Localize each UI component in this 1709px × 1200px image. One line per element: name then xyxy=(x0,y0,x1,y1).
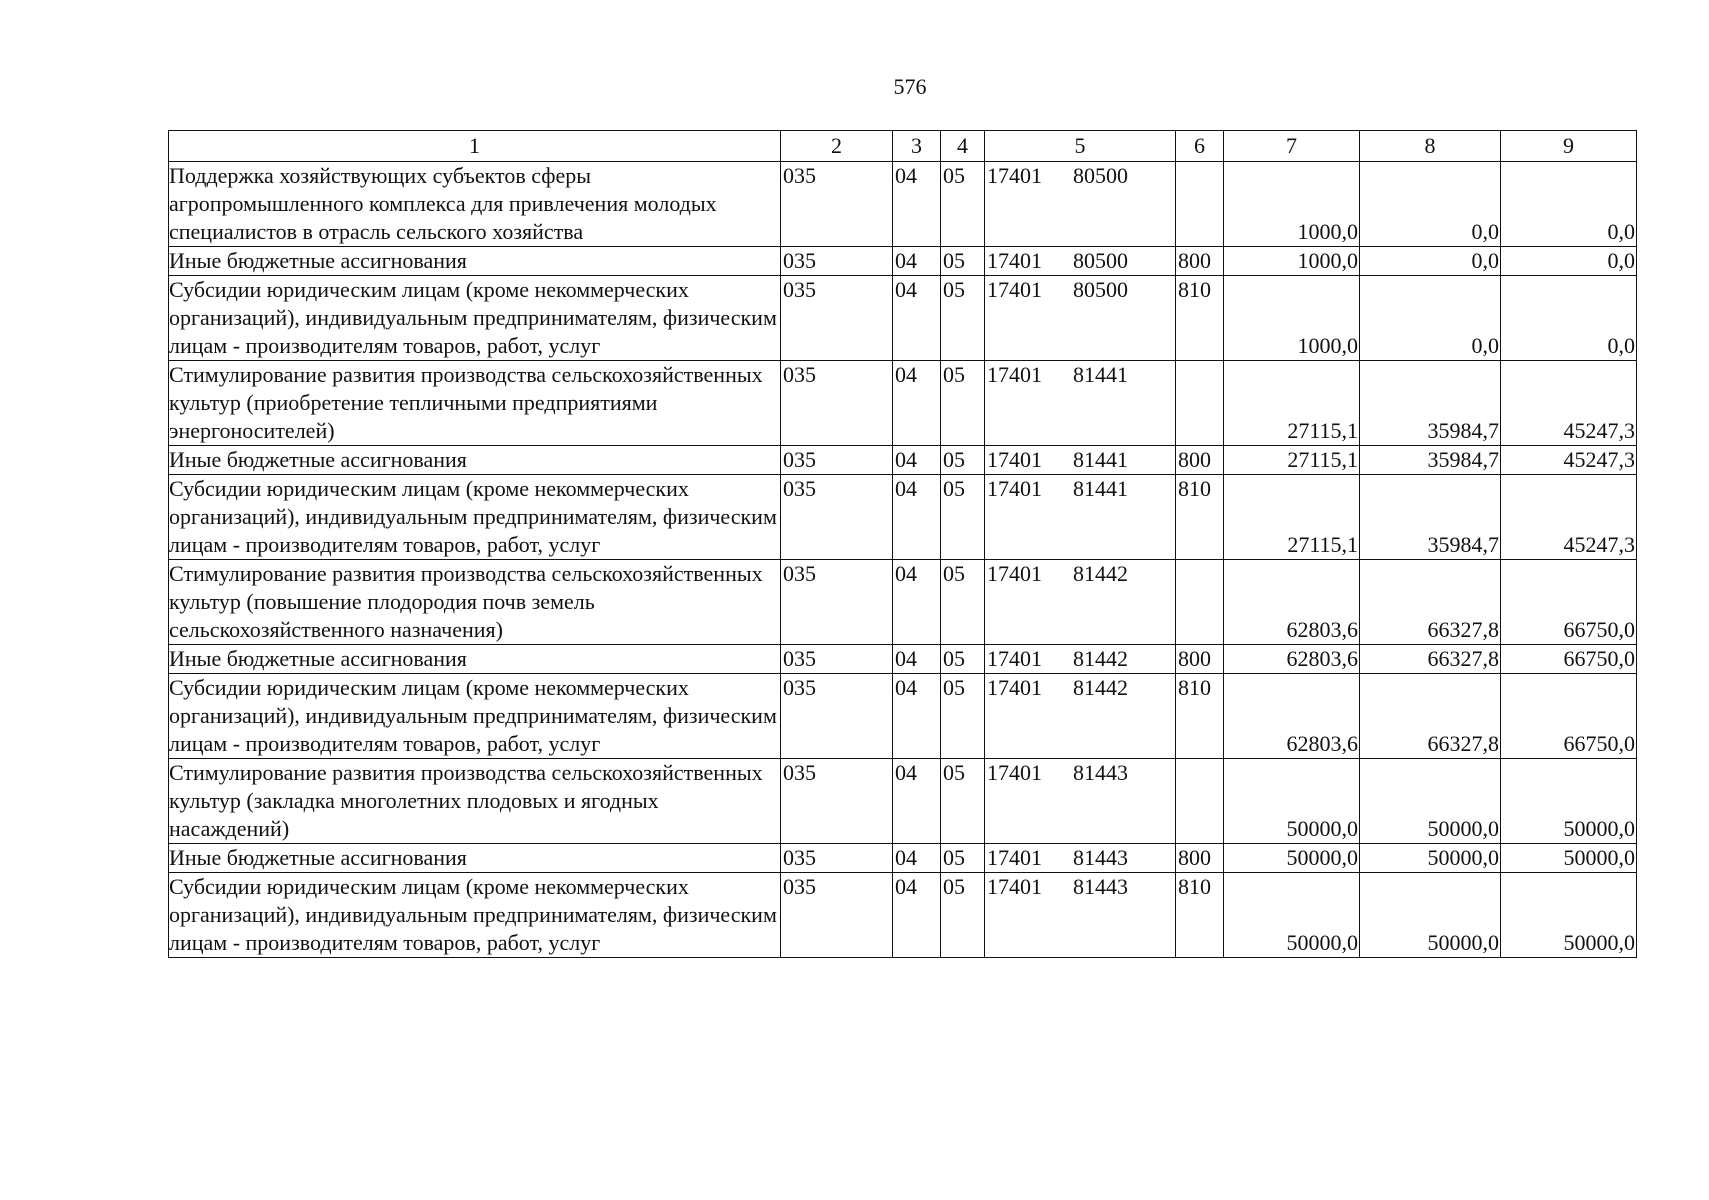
code-section: 04 xyxy=(893,759,941,844)
amount-year3: 0,0 xyxy=(1501,162,1637,247)
code-expense-type: 800 xyxy=(1176,247,1224,276)
code-expense-type xyxy=(1176,361,1224,446)
code-target-article xyxy=(985,162,1176,247)
code-target-article xyxy=(985,475,1176,560)
target-article-part1: 17401 xyxy=(987,476,1042,501)
amount-year3: 0,0 xyxy=(1501,276,1637,361)
target-article-part2: 81443 xyxy=(1073,845,1128,870)
code-section: 04 xyxy=(893,674,941,759)
row-name: Субсидии юридическим лицам (кроме некоммерческих организаций), индивидуальным предпринимателям, физическим лицам - производителям товаров, работ, услуг xyxy=(169,276,781,361)
code-expense-type: 810 xyxy=(1176,276,1224,361)
table-row xyxy=(169,645,1637,674)
code-expense-type: 800 xyxy=(1176,844,1224,873)
amount-year3: 0,0 xyxy=(1501,247,1637,276)
code-subsection: 05 xyxy=(941,475,985,560)
table-row xyxy=(169,560,1637,645)
amount-year1: 27115,1 xyxy=(1224,475,1360,560)
table-row xyxy=(169,844,1637,873)
amount-year2: 50000,0 xyxy=(1360,844,1501,873)
code-subsection: 05 xyxy=(941,361,985,446)
amount-year3: 45247,3 xyxy=(1501,361,1637,446)
target-article-part1: 17401 xyxy=(987,675,1042,700)
code-target-article xyxy=(985,844,1176,873)
amount-year1: 1000,0 xyxy=(1224,247,1360,276)
amount-year2: 50000,0 xyxy=(1360,873,1501,958)
target-article-part1: 17401 xyxy=(987,163,1042,188)
code-subsection: 05 xyxy=(941,759,985,844)
amount-year3: 66750,0 xyxy=(1501,674,1637,759)
code-ministry: 035 xyxy=(781,560,893,645)
amount-year2: 0,0 xyxy=(1360,162,1501,247)
column-header: 7 xyxy=(1224,131,1360,162)
column-header: 8 xyxy=(1360,131,1501,162)
code-subsection: 05 xyxy=(941,645,985,674)
code-ministry: 035 xyxy=(781,674,893,759)
amount-year2: 66327,8 xyxy=(1360,674,1501,759)
amount-year1: 62803,6 xyxy=(1224,674,1360,759)
target-article-part2: 81442 xyxy=(1073,675,1128,700)
table-row xyxy=(169,361,1637,446)
column-header: 5 xyxy=(985,131,1176,162)
target-article-part1: 17401 xyxy=(987,646,1042,671)
target-article-part1: 17401 xyxy=(987,362,1042,387)
table-row xyxy=(169,162,1637,247)
code-section: 04 xyxy=(893,475,941,560)
table-row xyxy=(169,674,1637,759)
code-ministry: 035 xyxy=(781,873,893,958)
target-article-part2: 80500 xyxy=(1073,277,1128,302)
target-article-part1: 17401 xyxy=(987,248,1042,273)
code-ministry: 035 xyxy=(781,276,893,361)
code-subsection: 05 xyxy=(941,446,985,475)
code-ministry: 035 xyxy=(781,844,893,873)
column-header: 2 xyxy=(781,131,893,162)
code-ministry: 035 xyxy=(781,247,893,276)
row-name: Поддержка хозяйствующих субъектов сферы агропромышленного комплекса для привлечения молодых специалистов в отрасль сельского хозяйства xyxy=(169,162,781,247)
code-target-article xyxy=(985,674,1176,759)
column-header: 6 xyxy=(1176,131,1224,162)
code-target-article xyxy=(985,361,1176,446)
amount-year3: 45247,3 xyxy=(1501,475,1637,560)
amount-year2: 66327,8 xyxy=(1360,560,1501,645)
code-expense-type: 800 xyxy=(1176,446,1224,475)
target-article-part2: 80500 xyxy=(1073,163,1128,188)
row-name: Субсидии юридическим лицам (кроме некоммерческих организаций), индивидуальным предпринимателям, физическим лицам - производителям товаров, работ, услуг xyxy=(169,475,781,560)
amount-year3: 50000,0 xyxy=(1501,759,1637,844)
target-article-part2: 81441 xyxy=(1073,476,1128,501)
code-target-article xyxy=(985,759,1176,844)
row-name: Иные бюджетные ассигнования xyxy=(169,247,781,276)
code-target-article xyxy=(985,873,1176,958)
amount-year2: 0,0 xyxy=(1360,276,1501,361)
target-article-part2: 81443 xyxy=(1073,874,1128,899)
target-article-part2: 80500 xyxy=(1073,248,1128,273)
target-article-part2: 81443 xyxy=(1073,760,1128,785)
code-subsection: 05 xyxy=(941,162,985,247)
table-body xyxy=(169,131,1637,958)
amount-year1: 62803,6 xyxy=(1224,645,1360,674)
amount-year1: 27115,1 xyxy=(1224,361,1360,446)
amount-year1: 62803,6 xyxy=(1224,560,1360,645)
target-article-part2: 81441 xyxy=(1073,362,1128,387)
amount-year3: 50000,0 xyxy=(1501,873,1637,958)
code-section: 04 xyxy=(893,645,941,674)
code-section: 04 xyxy=(893,276,941,361)
code-section: 04 xyxy=(893,446,941,475)
amount-year1: 50000,0 xyxy=(1224,873,1360,958)
budget-table xyxy=(168,130,1637,958)
target-article-part2: 81441 xyxy=(1073,447,1128,472)
row-name: Субсидии юридическим лицам (кроме некоммерческих организаций), индивидуальным предпринимателям, физическим лицам - производителям товаров, работ, услуг xyxy=(169,674,781,759)
code-expense-type: 800 xyxy=(1176,645,1224,674)
code-target-article xyxy=(985,645,1176,674)
code-expense-type: 810 xyxy=(1176,674,1224,759)
amount-year3: 50000,0 xyxy=(1501,844,1637,873)
code-ministry: 035 xyxy=(781,759,893,844)
target-article-part1: 17401 xyxy=(987,277,1042,302)
code-subsection: 05 xyxy=(941,560,985,645)
code-subsection: 05 xyxy=(941,674,985,759)
amount-year2: 35984,7 xyxy=(1360,361,1501,446)
code-ministry: 035 xyxy=(781,361,893,446)
amount-year1: 50000,0 xyxy=(1224,759,1360,844)
target-article-part1: 17401 xyxy=(987,561,1042,586)
row-name: Иные бюджетные ассигнования xyxy=(169,844,781,873)
row-name: Иные бюджетные ассигнования xyxy=(169,645,781,674)
table-row xyxy=(169,475,1637,560)
amount-year2: 35984,7 xyxy=(1360,446,1501,475)
code-subsection: 05 xyxy=(941,844,985,873)
target-article-part1: 17401 xyxy=(987,760,1042,785)
amount-year3: 66750,0 xyxy=(1501,645,1637,674)
code-section: 04 xyxy=(893,873,941,958)
code-subsection: 05 xyxy=(941,276,985,361)
amount-year2: 35984,7 xyxy=(1360,475,1501,560)
code-expense-type xyxy=(1176,162,1224,247)
column-header: 3 xyxy=(893,131,941,162)
row-name: Стимулирование развития производства сельскохозяйственных культур (закладка многолетних плодовых и ягодных насаждений) xyxy=(169,759,781,844)
table-row xyxy=(169,276,1637,361)
code-target-article xyxy=(985,446,1176,475)
code-target-article xyxy=(985,276,1176,361)
amount-year1: 50000,0 xyxy=(1224,844,1360,873)
target-article-part1: 17401 xyxy=(987,874,1042,899)
target-article-part2: 81442 xyxy=(1073,561,1128,586)
table-row xyxy=(169,873,1637,958)
column-header: 4 xyxy=(941,131,985,162)
code-section: 04 xyxy=(893,247,941,276)
amount-year2: 66327,8 xyxy=(1360,645,1501,674)
amount-year1: 1000,0 xyxy=(1224,276,1360,361)
amount-year3: 45247,3 xyxy=(1501,446,1637,475)
column-header: 1 xyxy=(169,131,781,162)
amount-year1: 1000,0 xyxy=(1224,162,1360,247)
code-ministry: 035 xyxy=(781,162,893,247)
code-expense-type: 810 xyxy=(1176,873,1224,958)
row-name: Стимулирование развития производства сельскохозяйственных культур (повышение плодородия почв земель сельскохозяйственного назначения) xyxy=(169,560,781,645)
table-row xyxy=(169,759,1637,844)
code-ministry: 035 xyxy=(781,645,893,674)
code-ministry: 035 xyxy=(781,475,893,560)
code-subsection: 05 xyxy=(941,247,985,276)
code-section: 04 xyxy=(893,560,941,645)
amount-year2: 0,0 xyxy=(1360,247,1501,276)
header-row xyxy=(169,131,1637,162)
page-number: 576 xyxy=(893,74,927,99)
target-article-part1: 17401 xyxy=(987,845,1042,870)
amount-year1: 27115,1 xyxy=(1224,446,1360,475)
code-target-article xyxy=(985,247,1176,276)
code-expense-type xyxy=(1176,759,1224,844)
table-row xyxy=(169,446,1637,475)
row-name: Субсидии юридическим лицам (кроме некоммерческих организаций), индивидуальным предпринимателям, физическим лицам - производителям товаров, работ, услуг xyxy=(169,873,781,958)
column-header: 9 xyxy=(1501,131,1637,162)
code-expense-type xyxy=(1176,560,1224,645)
code-section: 04 xyxy=(893,844,941,873)
code-section: 04 xyxy=(893,361,941,446)
target-article-part2: 81442 xyxy=(1073,646,1128,671)
code-expense-type: 810 xyxy=(1176,475,1224,560)
code-target-article xyxy=(985,560,1176,645)
code-subsection: 05 xyxy=(941,873,985,958)
code-section: 04 xyxy=(893,162,941,247)
code-ministry: 035 xyxy=(781,446,893,475)
row-name: Стимулирование развития производства сельскохозяйственных культур (приобретение тепличными предприятиями энергоносителей) xyxy=(169,361,781,446)
row-name: Иные бюджетные ассигнования xyxy=(169,446,781,475)
table-row xyxy=(169,247,1637,276)
target-article-part1: 17401 xyxy=(987,447,1042,472)
amount-year3: 66750,0 xyxy=(1501,560,1637,645)
amount-year2: 50000,0 xyxy=(1360,759,1501,844)
